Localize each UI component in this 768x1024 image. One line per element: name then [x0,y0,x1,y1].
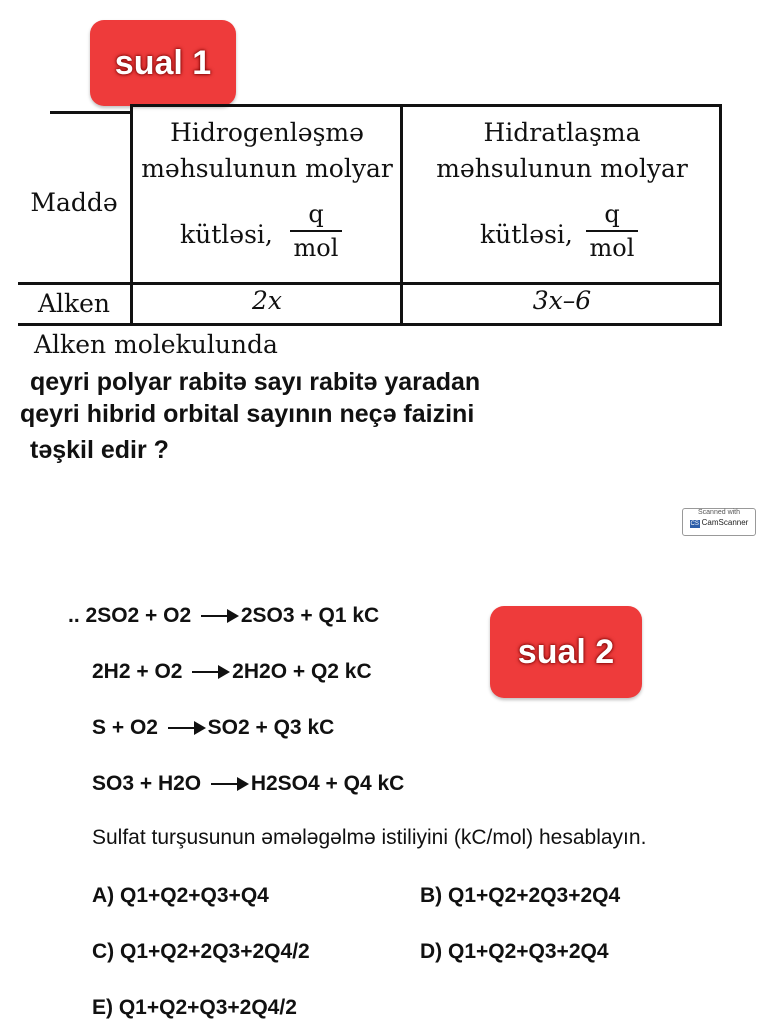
question-1-line-2: qeyri polyar rabitə sayı rabitə yaradan [30,368,481,396]
equation-1 [68,604,379,628]
fraction-g-mol [290,200,342,262]
right-arrow-icon [168,727,196,729]
equation-4 [92,772,404,796]
eq3-right: SO2 + Q3 kC [207,716,335,739]
header-madde: Maddə [30,188,118,217]
question-2-prompt: Sulfat turşusunun əmələgəlmə istiliyini (kC/mol) hesablayın. [92,826,647,849]
row-value-hydrogenation: 2x [251,286,282,315]
eq4-left: SO3 + H2O [92,772,202,795]
fraction-numerator: q [308,200,324,228]
eq2-left: 2H2 + O2 [92,660,183,683]
row-value-hydration: 3x–6 [532,286,592,315]
camscanner-logo-icon: CS [690,521,699,527]
table-line [18,323,722,326]
option-d: D) Q1+Q2+Q3+2Q4 [420,940,609,963]
header-hydrogenation-2: məhsulunun molyar [141,154,393,183]
question-1-line-3: qeyri hibrid orbital sayının neçə faizini [20,400,475,428]
badge-2-label: sual 2 [517,632,615,671]
table-line [130,104,402,107]
fraction-denominator: mol [293,234,339,262]
header-hydration-1: Hidratlaşma [483,118,641,147]
fraction-denominator: mol [589,234,635,262]
watermark-top-text: Scanned with [697,509,741,516]
question-1-line-1: Alken molekulunda [34,330,278,359]
header-hydrogenation-3: kütləsi, [180,220,273,249]
equation-3 [92,716,334,740]
camscanner-watermark [682,508,756,536]
equation-2 [92,660,372,684]
eq4-right: H2SO4 + Q4 kC [250,772,405,795]
option-a: A) Q1+Q2+Q3+Q4 [92,884,269,907]
fraction-bar [586,230,638,232]
fraction-bar [290,230,342,232]
table-line [402,104,722,107]
eq1-right: 2SO3 + Q1 kC [240,604,380,627]
table-line [50,111,130,114]
right-arrow-icon [192,671,220,673]
eq2-right: 2H2O + Q2 kC [232,660,372,683]
fraction-numerator: q [604,200,620,228]
option-c: C) Q1+Q2+2Q3+2Q4/2 [92,940,310,963]
eq1-left: 2SO2 + O2 [85,604,192,627]
row-label-alken: Alken [37,289,111,318]
eq3-left: S + O2 [92,716,158,739]
header-hydration-3: kütləsi, [480,220,573,249]
table-line [400,104,403,324]
header-hydration-2: məhsulunun molyar [436,154,688,183]
question-1-line-4: təşkil edir ? [30,436,169,464]
header-hydrogenation-1: Hidrogenləşmə [170,118,364,147]
question-2-badge [490,606,642,698]
question-1-badge [90,20,236,106]
right-arrow-icon [211,783,239,785]
badge-1-label: sual 1 [114,43,212,82]
fraction-g-mol [586,200,638,262]
right-arrow-icon [201,615,229,617]
equation-prefix: .. [68,604,80,627]
table-line [130,104,133,326]
option-e: E) Q1+Q2+Q3+2Q4/2 [92,996,297,1019]
option-b: B) Q1+Q2+2Q3+2Q4 [420,884,621,907]
watermark-brand: CamScanner [701,518,749,527]
